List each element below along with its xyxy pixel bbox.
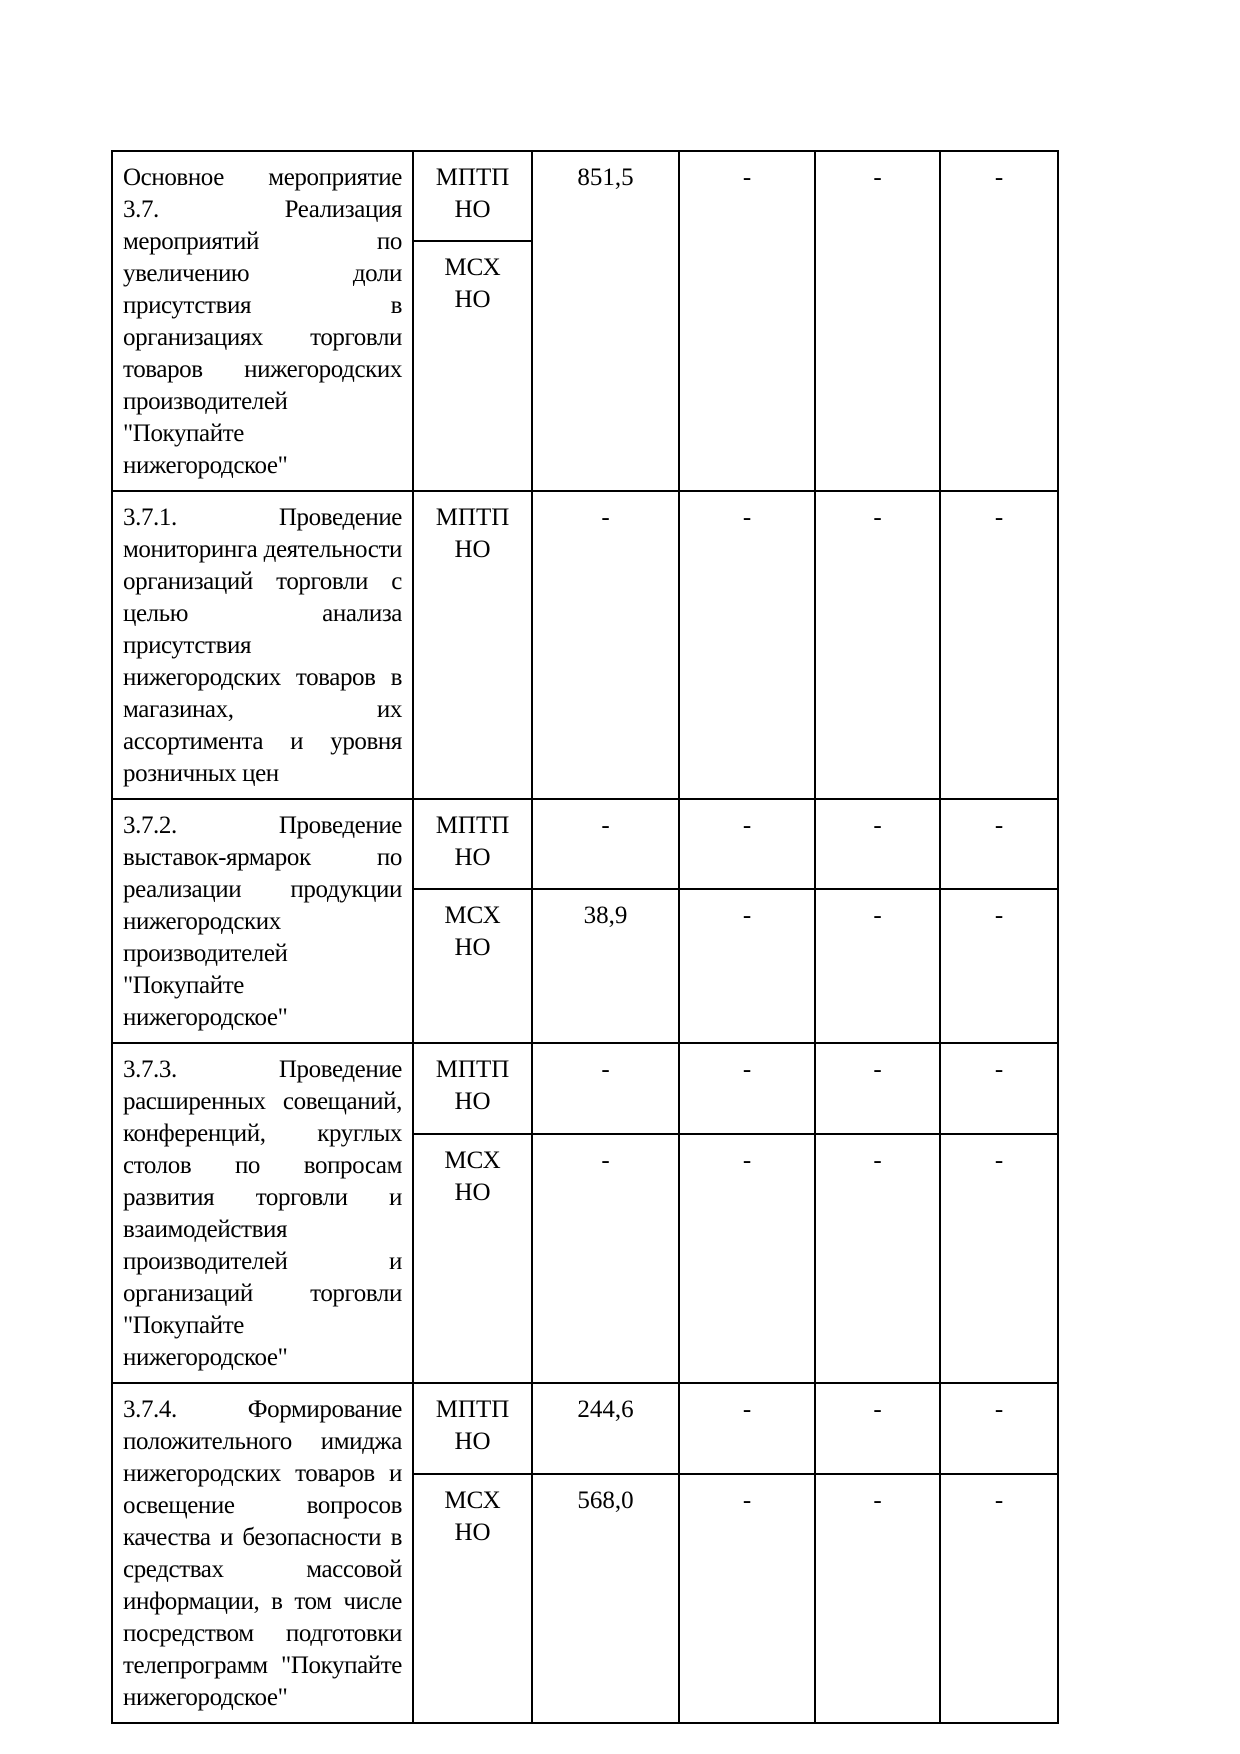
- dash-cell: -: [679, 491, 815, 799]
- executor-cell-mptp: МПТП НО: [413, 151, 532, 241]
- amount-cell: 244,6: [532, 1383, 679, 1474]
- dash-cell: -: [940, 1474, 1058, 1723]
- activity-cell-3-7-2: 3.7.2. Проведение выставок-ярмарок по реализации продукции нижегородских производителей "Покупайте нижегородское": [112, 799, 413, 1043]
- amount-cell: 38,9: [532, 889, 679, 1043]
- dash-cell: -: [532, 1134, 679, 1383]
- executor-cell-msh: МСХ НО: [413, 1474, 532, 1723]
- dash-cell: -: [815, 889, 940, 1043]
- dash-cell: -: [532, 1043, 679, 1134]
- dash-cell: -: [940, 151, 1058, 491]
- table-row-3-7-4-a: [112, 1383, 1058, 1474]
- dash-cell: -: [679, 1043, 815, 1134]
- dash-cell: -: [679, 1474, 815, 1723]
- dash-cell: -: [679, 1383, 815, 1474]
- table-row-3-7-1: [112, 491, 1058, 799]
- dash-cell: -: [940, 889, 1058, 1043]
- dash-cell: -: [940, 491, 1058, 799]
- executor-cell-mptp: МПТП НО: [413, 1043, 532, 1134]
- table-row-3-7-2-a: [112, 799, 1058, 889]
- amount-cell: 851,5: [532, 151, 679, 491]
- executor-cell-mptp: МПТП НО: [413, 799, 532, 889]
- dash-cell: -: [815, 1474, 940, 1723]
- activity-cell-3-7: Основное мероприятие 3.7. Реализация мероприятий по увеличению доли присутствия в организациях торговли товаров нижегородских производителей "Покупайте нижегородское": [112, 151, 413, 491]
- dash-cell: -: [679, 151, 815, 491]
- dash-cell: -: [679, 889, 815, 1043]
- dash-cell: -: [532, 799, 679, 889]
- amount-cell: 568,0: [532, 1474, 679, 1723]
- dash-cell: -: [815, 1134, 940, 1383]
- dash-cell: -: [940, 799, 1058, 889]
- dash-cell: -: [679, 1134, 815, 1383]
- dash-cell: -: [940, 1043, 1058, 1134]
- executor-cell-mptp: МПТП НО: [413, 491, 532, 799]
- executor-cell-mptp: МПТП НО: [413, 1383, 532, 1474]
- executor-cell-msh: МСХ НО: [413, 889, 532, 1043]
- dash-cell: -: [815, 799, 940, 889]
- dash-cell: -: [940, 1383, 1058, 1474]
- executor-cell-msh: МСХ НО: [413, 241, 532, 491]
- dash-cell: -: [815, 151, 940, 491]
- table-row-3-7-a: [112, 151, 1058, 241]
- dash-cell: -: [815, 1043, 940, 1134]
- executor-cell-msh: МСХ НО: [413, 1134, 532, 1383]
- activity-cell-3-7-3: 3.7.3. Проведение расширенных совещаний, конференций, круглых столов по вопросам развития торговли и взаимодействия производителей и организаций торговли "Покупайте нижегородское": [112, 1043, 413, 1383]
- program-activities-table: [111, 150, 1059, 1724]
- table-row-3-7-3-a: [112, 1043, 1058, 1134]
- dash-cell: -: [532, 491, 679, 799]
- activity-cell-3-7-1: 3.7.1. Проведение мониторинга деятельности организаций торговли с целью анализа присутствия нижегородских товаров в магазинах, их ассортимента и уровня розничных цен: [112, 491, 413, 799]
- dash-cell: -: [815, 1383, 940, 1474]
- dash-cell: -: [940, 1134, 1058, 1383]
- dash-cell: -: [679, 799, 815, 889]
- activity-cell-3-7-4: 3.7.4. Формирование положительного имиджа нижегородских товаров и освещение вопросов качества и безопасности в средствах массовой информации, в том числе посредством подготовки телепрограмм "Покупайте нижегородское": [112, 1383, 413, 1723]
- dash-cell: -: [815, 491, 940, 799]
